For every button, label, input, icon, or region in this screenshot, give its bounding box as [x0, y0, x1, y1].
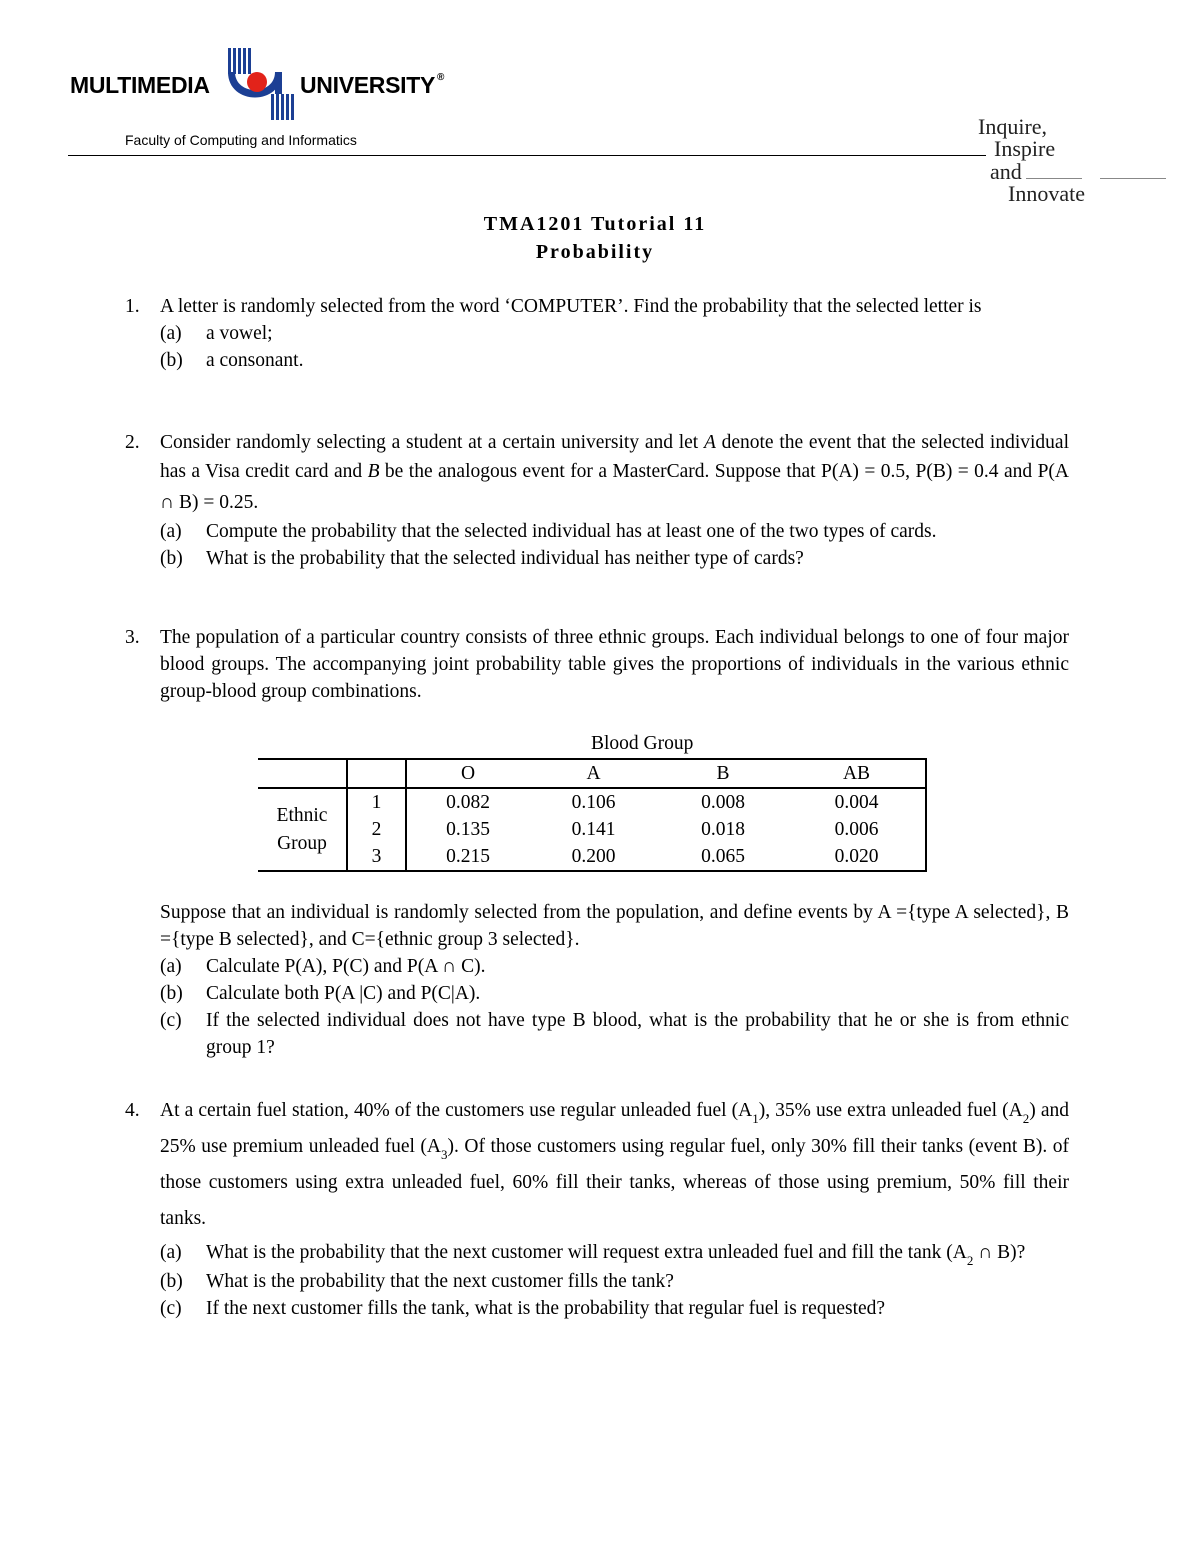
- column-header: AB: [788, 759, 926, 788]
- question-part: [160, 1268, 1069, 1295]
- table-row: [258, 843, 926, 871]
- question-number: 3.: [125, 627, 140, 648]
- table-row: [258, 816, 926, 843]
- question-4: [125, 1093, 1069, 1322]
- university-logo: [70, 48, 470, 120]
- row-header-line: Group: [277, 832, 327, 854]
- table-caption: Blood Group: [591, 733, 694, 754]
- table-row: [258, 788, 926, 816]
- motto-line-4: Innovate: [1008, 181, 1085, 206]
- row-header: [258, 788, 347, 871]
- question-1: [125, 293, 1069, 374]
- table-cell: 0.065: [658, 843, 788, 871]
- motto-line-2: Inspire: [994, 136, 1056, 161]
- column-header: B: [658, 759, 788, 788]
- part-label: (a): [160, 956, 182, 977]
- question-text: The population of a particular country consists of three ethnic groups. Each individual belongs to one of four major blood groups. The accompanying joint probability table gives the proportions of individuals in the various ethnic group-blood group combinations.: [160, 627, 1069, 702]
- question-part: [160, 518, 1069, 545]
- part-label: (c): [160, 1010, 182, 1031]
- question-3: [125, 624, 1069, 705]
- table-cell: 0.141: [571, 818, 616, 840]
- page-title: TMA1201 Tutorial 11: [483, 213, 707, 235]
- table-header-row: [258, 759, 926, 788]
- part-text: Compute the probability that the selected individual has at least one of the two types of cards.: [206, 521, 937, 542]
- question-part: [160, 953, 1069, 980]
- motto-rule-long: [1100, 178, 1166, 179]
- row-header-line: Ethnic: [276, 804, 328, 826]
- event-b: B: [367, 461, 380, 482]
- table-cell: 0.004: [788, 788, 926, 816]
- question-part: [160, 545, 1069, 572]
- question-part: [160, 347, 1069, 374]
- question-part: [160, 1237, 1069, 1268]
- logo-emblem: [226, 48, 300, 120]
- part-label: (b): [160, 350, 183, 371]
- part-text: What is the probability that the selected individual has neither type of cards?: [206, 548, 804, 569]
- question-text: Consider randomly selecting a student at a certain university and let A denote the event that the selected individual has a Visa credit card and B be the analogous event for a MasterCard. Suppose that P(A) = 0.5, P(B) = 0.4 and P(A ∩ B) = 0.25.: [160, 432, 1069, 513]
- table-cell: 0.106: [571, 791, 616, 813]
- header-rule: [68, 155, 986, 156]
- part-label: (c): [160, 1298, 182, 1319]
- question-part: [160, 320, 1069, 347]
- column-header: O: [406, 759, 529, 788]
- part-text: Calculate both P(A |C) and P(C|A).: [206, 983, 481, 1004]
- table-cell: 0.135: [446, 818, 490, 840]
- part-label: (b): [160, 548, 183, 569]
- table-cell: 0.215: [406, 843, 529, 871]
- joint-probability-table: [258, 758, 927, 872]
- part-text: a vowel;: [206, 323, 273, 344]
- group-label: 3: [347, 843, 406, 871]
- motto-line-3: and: [990, 159, 1022, 184]
- part-text: Calculate P(A), P(C) and P(A ∩ C).: [206, 956, 486, 977]
- question-number: 2.: [125, 432, 140, 453]
- question-part: [160, 1295, 1069, 1322]
- table-cell: 0.082: [446, 791, 490, 813]
- page-subtitle: Probability: [535, 241, 655, 263]
- event-a: A: [703, 432, 716, 453]
- question-3-continued: [125, 899, 1069, 1061]
- part-label: (b): [160, 983, 183, 1004]
- question-part: [160, 1007, 1069, 1061]
- group-label: 2: [347, 816, 406, 843]
- table-corner: [258, 759, 347, 788]
- part-label: (a): [160, 521, 182, 542]
- column-header: A: [529, 759, 658, 788]
- part-text: If the next customer fills the tank, what is the probability that regular fuel is requested?: [206, 1298, 886, 1319]
- registered-mark: ®: [437, 72, 445, 83]
- logo-text-left: MULTIMEDIA: [70, 72, 210, 98]
- question-number: 1.: [125, 296, 140, 317]
- question-2: [125, 429, 1069, 572]
- part-label: (b): [160, 1271, 183, 1292]
- part-text: a consonant.: [206, 350, 304, 371]
- question-text: A letter is randomly selected from the word ‘COMPUTER’. Find the probability that the selected letter is: [160, 296, 982, 317]
- part-text: If the selected individual does not have type B blood, what is the probability that he or she is from ethnic group 1?: [206, 1010, 1069, 1058]
- motto-rule-short: [1026, 178, 1082, 179]
- part-text: What is the probability that the next customer will request extra unleaded fuel and fill the tank ($A_2$ ∩ B)?: [206, 1242, 1026, 1268]
- table-cell: 0.018: [701, 818, 745, 840]
- faculty-name: Faculty of Computing and Informatics: [125, 132, 357, 148]
- given-probabilities: P(A) = 0.5, P(B) = 0.4 and P(A ∩ B) = 0.25.: [160, 461, 1069, 513]
- question-number: 4.: [125, 1100, 140, 1121]
- table-corner-cell: [347, 759, 406, 788]
- table-cell: 0.020: [788, 843, 926, 871]
- group-label: 1: [347, 788, 406, 816]
- motto-line-1: Inquire,: [978, 114, 1048, 139]
- question-text: Suppose that an individual is randomly selected from the population, and define events by A ={type A selected}, B ={type B selected}, and C={ethnic group 3 selected}.: [160, 902, 1069, 950]
- table-cell: 0.008: [701, 791, 745, 813]
- part-text: What is the probability that the next customer fills the tank?: [206, 1271, 674, 1292]
- table-cell: 0.006: [788, 816, 926, 843]
- question-text: At a certain fuel station, 40% of the customers use regular unleaded fuel $(A_1)$, 35% use extra unleaded fuel $(A_2)$ and 25% use premium unleaded fuel $(A_3)$. Of those customers using regular fuel, only 30% fill their tanks (event B). of those customers using extra unleaded fuel, 60% fill their tanks, whereas of those using premium, 50% fill their tanks.: [160, 1100, 1070, 1229]
- part-label: (a): [160, 323, 182, 344]
- part-label: (a): [160, 1242, 182, 1263]
- table-cell: 0.200: [529, 843, 658, 871]
- question-part: [160, 980, 1069, 1007]
- logo-text-right: UNIVERSITY ®: [300, 72, 445, 98]
